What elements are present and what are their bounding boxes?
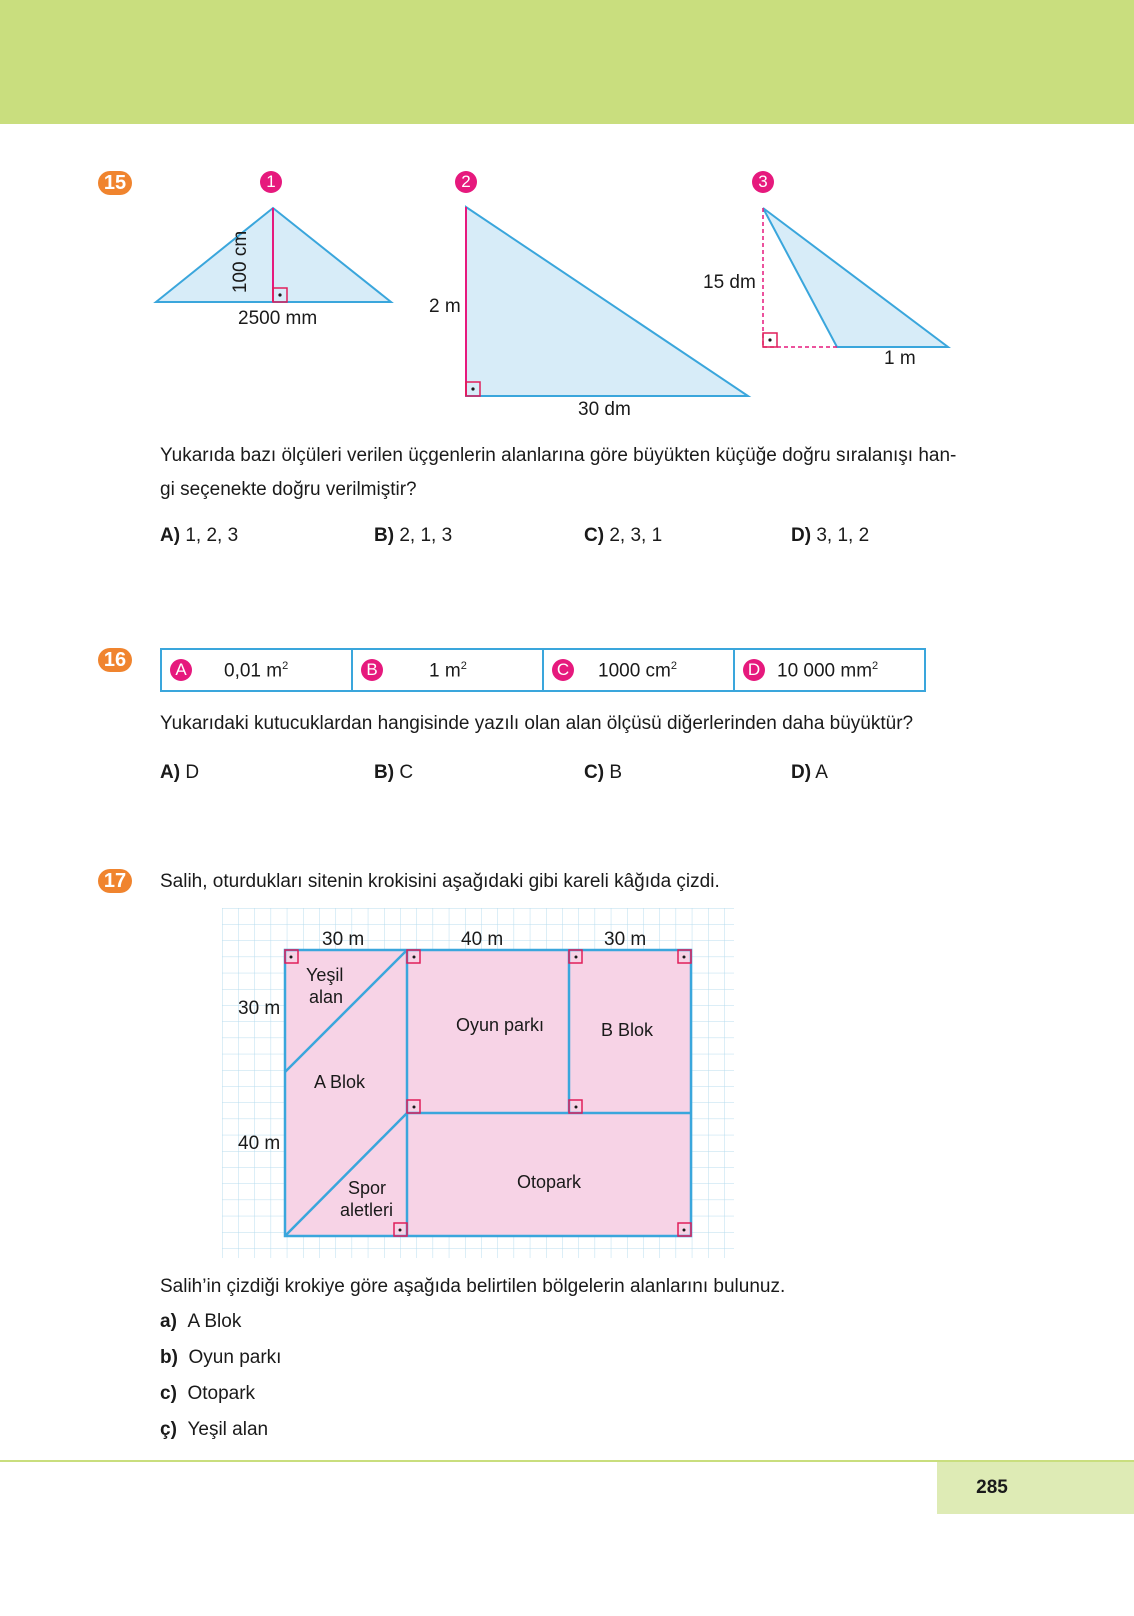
region-playground-label: Oyun parkı <box>456 1015 545 1035</box>
site-area <box>285 950 691 1236</box>
question-number-16: 16 <box>98 648 132 672</box>
q16-option-d[interactable]: D) A <box>791 762 828 783</box>
plan-top-dim-2: 40 m <box>461 929 504 950</box>
box-letter: C <box>552 659 574 681</box>
figure-3-label: 3 <box>752 171 774 193</box>
box-letter: D <box>743 659 765 681</box>
q16-option-c[interactable]: C) B <box>584 762 623 783</box>
q16-option-b[interactable]: B) C <box>374 762 414 783</box>
region-green-label-2: alan <box>309 987 344 1007</box>
triangle-3-height-label: 15 dm <box>703 272 756 293</box>
plan-left-dim-1: 30 m <box>238 998 281 1019</box>
q15-option-c[interactable]: C) 2, 3, 1 <box>584 525 663 546</box>
triangle-2-height-label: 2 m <box>429 296 461 317</box>
q17-item-b: b) Oyun parkı <box>160 1347 282 1368</box>
triangle-1-base-label: 2500 mm <box>238 308 318 329</box>
q16-option-a[interactable]: A) D <box>160 762 200 783</box>
q17-intro: Salih, oturdukları sitenin krokisini aşağıdaki gibi kareli kâğıda çizdi. <box>160 871 720 892</box>
triangle-2-base-label: 30 dm <box>578 399 631 420</box>
box-value: 10 000 $mm^2$ <box>777 660 879 682</box>
region-a-block-label: A Blok <box>314 1072 366 1092</box>
box-letter: A <box>170 659 192 681</box>
box-letter: B <box>361 659 383 681</box>
region-sport-label-1: Spor <box>348 1178 387 1198</box>
plan-left-dim-2: 40 m <box>238 1133 281 1154</box>
plan-top-dim-3: 30 m <box>604 929 647 950</box>
box-value: 1 $m^2$ <box>429 660 467 682</box>
figure-2-label: 2 <box>455 171 477 193</box>
q16-question: Yukarıdaki kutucuklardan hangisinde yazılı olan alan ölçüsü diğerlerinden daha büyüktür? <box>160 713 914 734</box>
q15-option-b[interactable]: B) 2, 1, 3 <box>374 525 453 546</box>
plan-top-dim-1: 30 m <box>322 929 365 950</box>
question-number-17: 17 <box>98 869 132 893</box>
q17-item-c: c) Otopark <box>160 1383 256 1404</box>
page-number: 285 <box>976 1477 1008 1498</box>
q17-item-d: ç) Yeşil alan <box>160 1419 269 1440</box>
question-number-15: 15 <box>98 171 132 195</box>
q17-task: Salih’in çizdiği krokiye göre aşağıda belirtilen bölgelerin alanlarını bulunuz. <box>160 1276 786 1297</box>
triangle-1-height-label: 100 cm <box>230 230 251 294</box>
q17-item-a: a) A Blok <box>160 1311 242 1332</box>
region-b-block-label: B Blok <box>601 1020 654 1040</box>
region-green-label-1: Yeşil <box>306 965 344 985</box>
q15-option-a[interactable]: A) 1, 2, 3 <box>160 525 239 546</box>
q15-option-d[interactable]: D) 3, 1, 2 <box>791 525 870 546</box>
triangle-3-base-label: 1 m <box>884 348 916 369</box>
q15-question: Yukarıda bazı ölçüleri verilen üçgenlerin alanlarına göre büyükten küçüğe doğru sıralanışı han- gi seçenekte doğru verilmiştir? <box>160 445 957 500</box>
region-sport-label-2: aletleri <box>340 1200 394 1220</box>
box-value: 0,01 $m^2$ <box>224 660 289 682</box>
figure-1-label: 1 <box>260 171 282 193</box>
box-value: 1000 $cm^2$ <box>598 660 677 682</box>
region-parking-label: Otopark <box>517 1172 582 1192</box>
